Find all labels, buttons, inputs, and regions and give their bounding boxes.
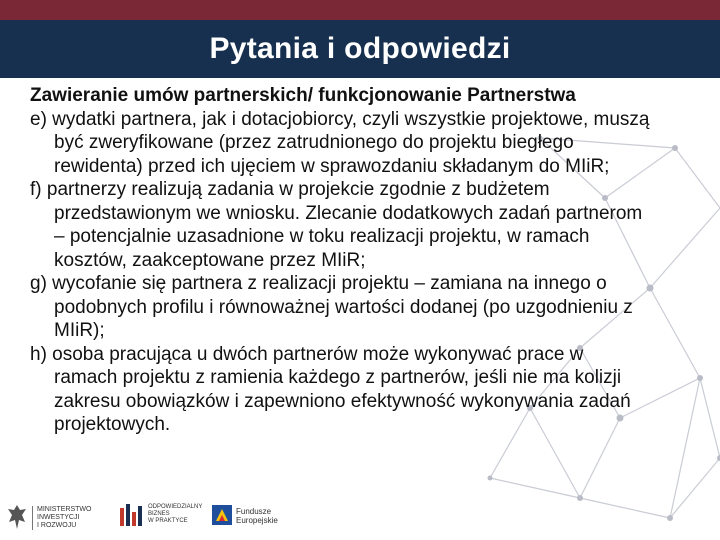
op-line1: ODPOWIEDZIALNY [148,504,203,510]
section-heading: Zawieranie umów partnerskich/ funkcjonowanie Partnerstwa [30,85,576,106]
eagle-emblem-icon [6,502,28,532]
slide-title: Pytania i odpowiedzi [209,32,511,65]
op-line3: W PRAKTYCE [148,518,188,524]
funds-line2: Europejskie [236,516,278,525]
list-item-g: g) wycofanie się partnera z realizacji projektu – zamiana na innego o podobnych profilu i równoważnej wartości dodanej (po uzgodnieniu z MIiR); [30,273,633,341]
odpowiedzialny-biznes-logo [118,500,204,534]
ministry-line1: MINISTERSTWO [37,506,92,513]
bar-emblem-icon [118,502,144,528]
op-line2: BIZNES [148,511,170,517]
fundusze-europejskie-logo [212,502,302,532]
title-bar [0,20,720,78]
list-item-h: h) osoba pracująca u dwóch partnerów może wykonywać prace w ramach projektu z ramienia każdego z partnerów, jeśli nie ma kolizji zakresu obowiązków i zapewniono efektywność wykonywania zadań projektowych. [30,343,631,435]
funds-line1: Fundusze [236,507,272,516]
footer-logos [6,494,306,540]
top-accent-stripe [0,0,720,20]
eu-funds-emblem-icon [212,505,232,525]
ministry-line2: INWESTYCJI [37,514,80,521]
slide-content [30,84,650,437]
list-item-f: f) partnerzy realizują zadania w projekcie zgodnie z budżetem przedstawionym we wniosku. Zlecanie dodatkowych zadań partnerom – potencjalnie uzasadnione w toku realizacji projektu, w ramach kosztów, zaakceptowane przez MIiR; [30,179,643,271]
ministry-logo [6,500,106,536]
ministry-line3: I ROZWOJU [37,522,77,529]
list-item-e: e) wydatki partnera, jak i dotacjobiorcy, czyli wszystkie projektowe, muszą być zweryfikowane (przez zatrudnionego do projektu biegłego rewidenta) przed ich ujęciem w sprawozdaniu składanym do MIiR; [30,108,650,177]
